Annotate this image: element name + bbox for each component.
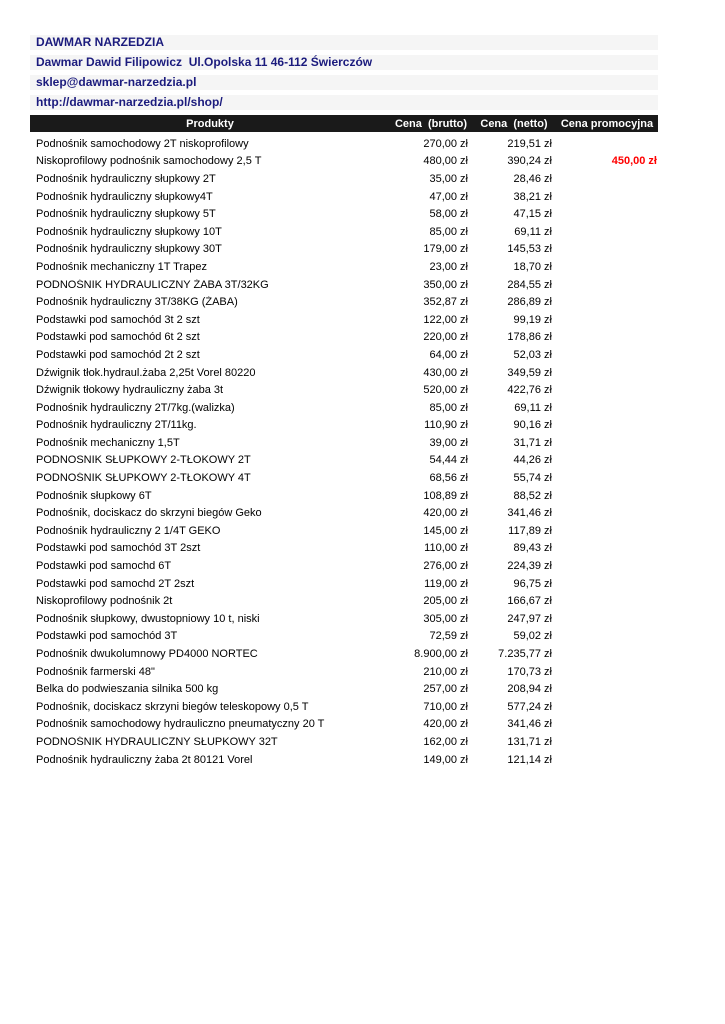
gross-price: 85,00 zł xyxy=(429,401,468,414)
company-address: Dawmar Dawid Filipowicz Ul.Opolska 11 46-112 Świerczów xyxy=(30,55,658,70)
table-row xyxy=(30,311,658,329)
gross-price: 47,00 zł xyxy=(429,190,468,203)
net-price: 178,86 zł xyxy=(507,331,552,344)
product-name: Podnośnik hydrauliczny słupkowy 30T xyxy=(36,243,222,256)
table-row xyxy=(30,592,658,610)
net-price: 170,73 zł xyxy=(507,665,552,678)
net-price: 577,24 zł xyxy=(507,700,552,713)
net-price: 145,53 zł xyxy=(507,243,552,256)
product-name: PODNOŚNIK HYDRAULICZNY SŁUPKOWY 32T xyxy=(36,735,278,748)
table-row xyxy=(30,610,658,628)
product-name: Dźwignik tłokowy hydrauliczny żaba 3t xyxy=(36,384,224,397)
company-name: DAWMAR NARZEDZIA xyxy=(30,35,658,50)
gross-price: 220,00 zł xyxy=(423,331,468,344)
product-name: Podstawki pod samochd 2T 2szt xyxy=(36,577,195,590)
gross-price: 520,00 zł xyxy=(423,384,468,397)
net-price: 166,67 zł xyxy=(507,595,552,608)
product-name: Podstawki pod samochód 3T 2szt xyxy=(36,542,201,555)
gross-price: 162,00 zł xyxy=(423,735,468,748)
product-name: Podnośnik słupkowy, dwustopniowy 10 t, niski xyxy=(36,612,260,625)
table-row xyxy=(30,223,658,241)
net-price: 247,97 zł xyxy=(507,612,552,625)
company-website: http://dawmar-narzedzia.pl/shop/ xyxy=(30,95,658,110)
table-row xyxy=(30,733,658,751)
product-name: Podstawki pod samochd 6T xyxy=(36,560,172,573)
gross-price: 149,00 zł xyxy=(423,753,468,766)
product-name: Podstawki pod samochód 6t 2 szt xyxy=(36,331,200,344)
gross-price: 85,00 zł xyxy=(429,225,468,238)
table-row xyxy=(30,557,658,575)
net-price: 89,43 zł xyxy=(513,542,552,555)
product-name: Podnośnik hydrauliczny słupkowy 2T xyxy=(36,172,216,185)
table-row xyxy=(30,258,658,276)
table-row xyxy=(30,628,658,646)
table-row xyxy=(30,452,658,470)
table-row xyxy=(30,276,658,294)
table-row xyxy=(30,504,658,522)
product-name: Podnośnik samochodowy 2T niskoprofilowy xyxy=(36,137,249,150)
gross-price: 420,00 zł xyxy=(423,507,468,520)
product-name: Podnośnik mechaniczny 1T Trapez xyxy=(36,260,207,273)
gross-price: 54,44 zł xyxy=(429,454,468,467)
gross-price: 110,90 zł xyxy=(424,419,468,432)
table-row xyxy=(30,135,658,153)
table-row xyxy=(30,170,658,188)
net-price: 208,94 zł xyxy=(507,683,552,696)
table-row xyxy=(30,680,658,698)
net-price: 38,21 zł xyxy=(513,190,552,203)
gross-price: 276,00 zł xyxy=(423,560,468,573)
net-price: 341,46 zł xyxy=(507,507,552,520)
net-price: 18,70 zł xyxy=(513,260,552,273)
net-price: 52,03 zł xyxy=(513,348,552,361)
product-name: Podnośnik hydrauliczny 2T/11kg. xyxy=(36,419,197,432)
table-row xyxy=(30,329,658,347)
promo-price: 450,00 zł xyxy=(611,155,657,168)
gross-price: 710,00 zł xyxy=(423,700,468,713)
gross-price: 257,00 zł xyxy=(423,683,468,696)
net-price: 341,46 zł xyxy=(507,718,552,731)
gross-price: 480,00 zł xyxy=(423,155,468,168)
net-price: 59,02 zł xyxy=(513,630,552,643)
table-row xyxy=(30,751,658,769)
product-name: Podnośnik słupkowy 6T xyxy=(36,489,152,502)
product-name: PODNOSNIK SŁUPKOWY 2-TŁOKOWY 2T xyxy=(36,454,251,467)
column-header-gross-price: Cena (brutto) xyxy=(394,117,468,130)
table-row xyxy=(30,716,658,734)
net-price: 69,11 zł xyxy=(514,401,552,414)
net-price: 99,19 zł xyxy=(513,313,552,326)
product-name: Podnośnik, dociskacz do skrzyni biegów Geko xyxy=(36,507,262,520)
column-header-net-price: Cena (netto) xyxy=(480,117,548,130)
net-price: 219,51 zł xyxy=(507,137,552,150)
net-price: 31,71 zł xyxy=(513,436,552,449)
product-table-body xyxy=(30,135,658,768)
table-row xyxy=(30,241,658,259)
net-price: 55,74 zł xyxy=(513,472,552,485)
table-row xyxy=(30,153,658,171)
net-price: 422,76 zł xyxy=(507,384,552,397)
gross-price: 72,59 zł xyxy=(429,630,468,643)
net-price: 131,71 zł xyxy=(507,735,552,748)
product-name: Podstawki pod samochód 2t 2 szt xyxy=(36,348,200,361)
gross-price: 58,00 zł xyxy=(429,208,468,221)
table-row xyxy=(30,575,658,593)
table-row xyxy=(30,293,658,311)
gross-price: 210,00 zł xyxy=(423,665,468,678)
gross-price: 119,00 zł xyxy=(424,577,468,590)
table-row xyxy=(30,522,658,540)
product-name: Podnośnik dwukolumnowy PD4000 NORTEC xyxy=(36,648,258,661)
gross-price: 430,00 zł xyxy=(423,366,468,379)
net-price: 7.235,77 zł xyxy=(498,648,552,661)
product-name: Podnośnik hydrauliczny słupkowy4T xyxy=(36,190,213,203)
table-header-bar xyxy=(30,115,658,132)
table-row xyxy=(30,487,658,505)
table-row xyxy=(30,417,658,435)
product-name: Podnośnik hydrauliczny 3T/38KG (ŻABA) xyxy=(36,296,238,309)
product-name: Podstawki pod samochód 3T xyxy=(36,630,178,643)
product-name: PODNOŚNIK SŁUPKOWY 2-TŁOKOWY 4T xyxy=(36,472,251,485)
table-row xyxy=(30,540,658,558)
table-row xyxy=(30,698,658,716)
gross-price: 110,00 zł xyxy=(424,542,468,555)
product-name: Podstawki pod samochód 3t 2 szt xyxy=(36,313,200,326)
table-row xyxy=(30,205,658,223)
product-name: Niskoprofilowy podnośnik samochodowy 2,5 T xyxy=(36,155,262,168)
column-header-products: Produkty xyxy=(186,117,234,130)
gross-price: 108,89 zł xyxy=(423,489,468,502)
net-price: 69,11 zł xyxy=(514,225,552,238)
net-price: 284,55 zł xyxy=(507,278,552,291)
table-row xyxy=(30,663,658,681)
gross-price: 39,00 zł xyxy=(429,436,468,449)
net-price: 88,52 zł xyxy=(513,489,552,502)
product-name: Podnośnik hydrauliczny 2 1/4T GEKO xyxy=(36,524,221,537)
column-header-promo-price: Cena promocyjna xyxy=(560,117,654,130)
table-row xyxy=(30,645,658,663)
company-email: sklep@dawmar-narzedzia.pl xyxy=(30,75,658,90)
net-price: 286,89 zł xyxy=(507,296,552,309)
product-name: Podnośnik hydrauliczny żaba 2t 80121 Vorel xyxy=(36,753,253,766)
product-name: Podnośnik hydrauliczny słupkowy 5T xyxy=(36,208,216,221)
gross-price: 179,00 zł xyxy=(423,243,468,256)
gross-price: 350,00 zł xyxy=(423,278,468,291)
product-name: Podnośnik samochodowy hydrauliczno pneumatyczny 20 T xyxy=(36,718,325,731)
gross-price: 35,00 zł xyxy=(429,172,468,185)
gross-price: 305,00 zł xyxy=(423,612,468,625)
net-price: 121,14 zł xyxy=(507,753,552,766)
gross-price: 68,56 zł xyxy=(429,472,468,485)
net-price: 90,16 zł xyxy=(513,419,552,432)
gross-price: 8.900,00 zł xyxy=(414,648,468,661)
net-price: 349,59 zł xyxy=(507,366,552,379)
table-row xyxy=(30,346,658,364)
product-name: Dźwignik tłok.hydraul.żaba 2,25t Vorel 80220 xyxy=(36,366,256,379)
net-price: 224,39 zł xyxy=(507,560,552,573)
product-name: Podnośnik mechaniczny 1,5T xyxy=(36,436,180,449)
net-price: 117,89 zł xyxy=(508,524,552,537)
net-price: 47,15 zł xyxy=(513,208,552,221)
gross-price: 122,00 zł xyxy=(423,313,468,326)
product-name: Niskoprofilowy podnośnik 2t xyxy=(36,595,173,608)
gross-price: 145,00 zł xyxy=(423,524,468,537)
gross-price: 420,00 zł xyxy=(423,718,468,731)
product-name: PODNOŚNIK HYDRAULICZNY ŻABA 3T/32KG xyxy=(36,278,269,291)
table-row xyxy=(30,399,658,417)
product-name: Belka do podwieszania silnika 500 kg xyxy=(36,683,219,696)
gross-price: 205,00 zł xyxy=(423,595,468,608)
gross-price: 64,00 zł xyxy=(429,348,468,361)
table-row xyxy=(30,364,658,382)
net-price: 44,26 zł xyxy=(513,454,552,467)
table-row xyxy=(30,434,658,452)
table-row xyxy=(30,188,658,206)
gross-price: 23,00 zł xyxy=(429,260,468,273)
net-price: 96,75 zł xyxy=(513,577,552,590)
table-row xyxy=(30,469,658,487)
net-price: 28,46 zł xyxy=(513,172,552,185)
product-name: Podnośnik hydrauliczny słupkowy 10T xyxy=(36,225,222,238)
product-name: Podnośnik farmerski 48" xyxy=(36,665,155,678)
net-price: 390,24 zł xyxy=(507,155,552,168)
gross-price: 352,87 zł xyxy=(423,296,468,309)
product-name: Podnośnik, dociskacz skrzyni biegów teleskopowy 0,5 T xyxy=(36,700,309,713)
gross-price: 270,00 zł xyxy=(423,137,468,150)
table-row xyxy=(30,381,658,399)
product-name: Podnośnik hydrauliczny 2T/7kg.(walizka) xyxy=(36,401,235,414)
